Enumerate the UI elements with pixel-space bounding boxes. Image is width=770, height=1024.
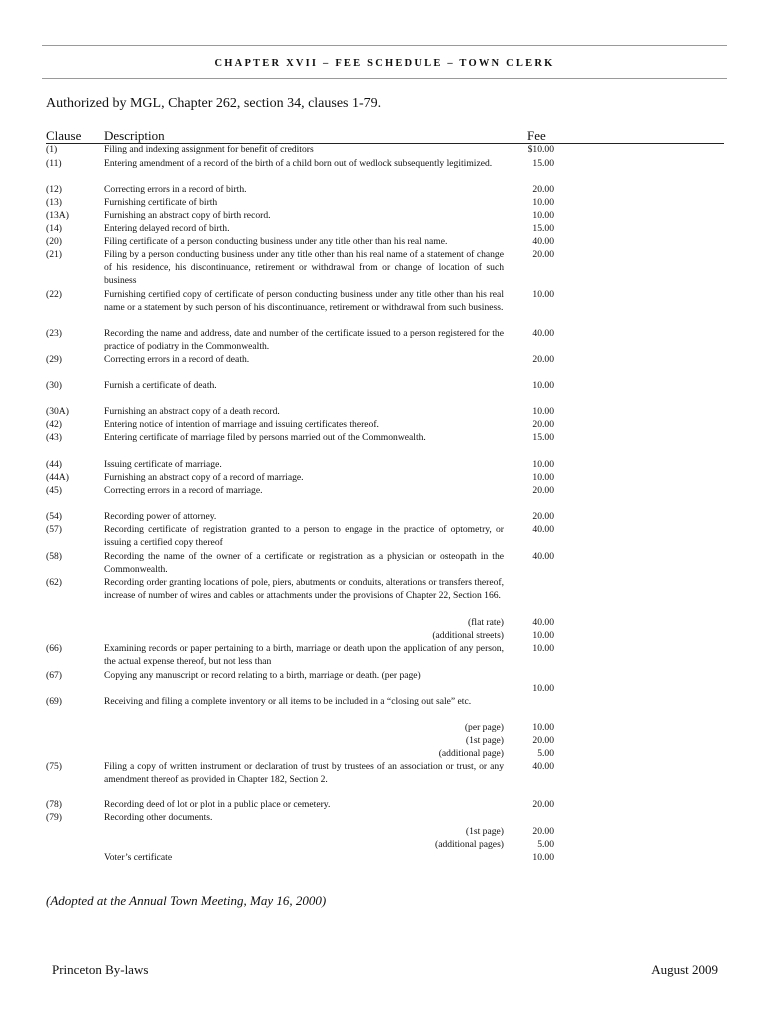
clause-number: (21) [46,249,62,260]
clause-description: (additional page) [438,748,504,759]
fee-amount: 10.00 [532,643,554,654]
clause-description: Entering delayed record of birth. [104,223,230,234]
clause-number: (13) [46,197,62,208]
fee-amount: 20.00 [532,419,554,430]
adoption-note: (Adopted at the Annual Town Meeting, May 16, 2000) [46,893,327,908]
fee-amount: 40.00 [532,524,554,535]
clause-description: (1st page) [465,735,504,746]
fee-amount: 20.00 [532,354,554,365]
fee-amount: 10.00 [532,630,554,641]
clause-number: (30) [46,380,62,391]
clause-description: Filing a copy of written instrument or declaration of trust by trustees of an association or trust, or any amendment thereof as provided in Chapter 182, Section 2. [104,761,504,786]
chapter-title: CHAPTER XVII – FEE SCHEDULE – TOWN CLERK [214,58,555,69]
clause-number: (58) [46,551,62,562]
fee-amount: 20.00 [532,799,554,810]
clause-number: (66) [46,643,62,654]
fee-amount: 40.00 [532,551,554,562]
fee-amount: 40.00 [532,761,554,772]
fee-amount: 10.00 [532,722,554,733]
clause-number: (67) [46,670,62,681]
footer-left: Princeton By-laws [52,962,149,977]
clause-number: (78) [46,799,62,810]
clause-number: (14) [46,223,62,234]
clause-number: (57) [46,524,62,535]
clause-number: (44) [46,459,62,470]
clause-number: (45) [46,485,62,496]
clause-description: Correcting errors in a record of birth. [104,184,247,195]
clause-description: (additional streets) [432,630,504,641]
clause-description: Examining records or paper pertaining to a birth, marriage or death upon the application of any person, the actual expense thereof, but not less than [104,643,504,668]
fee-amount: 40.00 [532,328,554,339]
fee-amount: 5.00 [537,748,554,759]
clause-description: Recording deed of lot or plot in a public place or cemetery. [104,799,331,810]
clause-description: Filing and indexing assignment for benefit of creditors [104,144,314,155]
clause-description: Recording the name and address, date and number of the certificate issued to a person registered for the practice of podiatry in the Commonwealth. [104,328,504,353]
clause-number: (30A) [46,406,69,417]
fee-amount: 15.00 [532,223,554,234]
clause-number: (75) [46,761,62,772]
fee-amount: 10.00 [532,210,554,221]
fee-amount: 10.00 [532,406,554,417]
clause-description: Furnishing an abstract copy of birth record. [104,210,271,221]
clause-number: (22) [46,289,62,300]
clause-number: (23) [46,328,62,339]
clause-number: (69) [46,696,62,707]
fee-amount: 20.00 [532,511,554,522]
clause-description: Entering notice of intention of marriage and issuing certificates thereof. [104,419,379,430]
fee-amount: 10.00 [532,197,554,208]
footer-right: August 2009 [651,962,718,977]
clause-description: (additional pages) [435,839,504,850]
fee-amount: 10.00 [532,459,554,470]
clause-description: Correcting errors in a record of death. [104,354,250,365]
fee-amount: 5.00 [537,839,554,850]
clause-description: Filing by a person conducting business under any title other than his real name of a statement of change of his residence, his discontinuance, retirement or withdrawal from or change of location of such business [104,249,504,287]
fee-amount: 15.00 [532,432,554,443]
fee-amount: $10.00 [527,144,554,155]
clause-description: Furnish a certificate of death. [104,380,217,391]
clause-description: Correcting errors in a record of marriage. [104,485,263,496]
clause-number: (20) [46,236,62,247]
clause-number: (13A) [46,210,69,221]
fee-amount: 10.00 [532,380,554,391]
clause-description: Entering certificate of marriage filed by persons married out of the Commonwealth. [104,432,426,443]
clause-description: Recording other documents. [104,812,213,823]
fee-column-header: Fee [527,128,546,143]
clause-description: Furnishing certificate of birth [104,197,218,208]
clause-description: Furnishing an abstract copy of a record of marriage. [104,472,304,483]
clause-description: (1st page) [465,826,504,837]
clause-description: Entering amendment of a record of the birth of a child born out of wedlock subsequently legitimized. [104,158,493,169]
clause-number: (43) [46,432,62,443]
fee-amount: 20.00 [532,485,554,496]
clause-description: Recording order granting locations of pole, piers, abutments or conduits, alterations or transfers thereof, increase of number of wires and cables or attachments under the provisions of Chapter 22, Section 166. [104,577,504,602]
clause-description: (flat rate) [468,617,504,628]
clause-description: Receiving and filing a complete inventory or all items to be included in a “closing out sale” etc. [104,696,472,707]
fee-amount: 15.00 [532,158,554,169]
description-column-header: Description [104,128,165,143]
clause-number: (62) [46,577,62,588]
clause-number: (79) [46,812,62,823]
fee-amount: 20.00 [532,249,554,260]
clause-number: (44A) [46,472,69,483]
clause-description: Voter’s certificate [104,852,173,863]
clause-description: Issuing certificate of marriage. [104,459,222,470]
clause-number: (12) [46,184,62,195]
clause-number: (29) [46,354,62,365]
clause-description: Furnishing an abstract copy of a death record. [104,406,280,417]
fee-amount: 10.00 [532,683,554,694]
fee-amount: 20.00 [532,826,554,837]
clause-description: Filing certificate of a person conducting business under any title other than his real name. [104,236,448,247]
clause-description: Recording certificate of registration granted to a person to engage in the practice of optometry, or issuing a certified copy thereof [104,524,504,549]
fee-amount: 20.00 [532,184,554,195]
clause-number: (11) [46,158,62,169]
fee-amount: 10.00 [532,852,554,863]
clause-description: Furnishing certified copy of certificate of person conducting business under any title other than his real name or a statement by such person of his discontinuance, retirement or withdrawal from such business. [104,289,504,314]
fee-amount: 40.00 [532,617,554,628]
clause-description: Copying any manuscript or record relating to a birth, marriage or death. (per page) [104,670,421,681]
clause-description: (per page) [464,722,504,733]
clause-column-header: Clause [46,128,82,143]
clause-description: Recording power of attorney. [104,511,217,522]
clause-number: (1) [46,144,58,155]
clause-number: (42) [46,419,62,430]
fee-amount: 20.00 [532,735,554,746]
fee-amount: 10.00 [532,472,554,483]
clause-number: (54) [46,511,62,522]
authorization-statement: Authorized by MGL, Chapter 262, section 34, clauses 1-79. [46,96,382,111]
fee-amount: 10.00 [532,289,554,300]
fee-amount: 40.00 [532,236,554,247]
clause-description: Recording the name of the owner of a certificate or registration as a physician or osteopath in the Commonwealth. [104,551,504,576]
